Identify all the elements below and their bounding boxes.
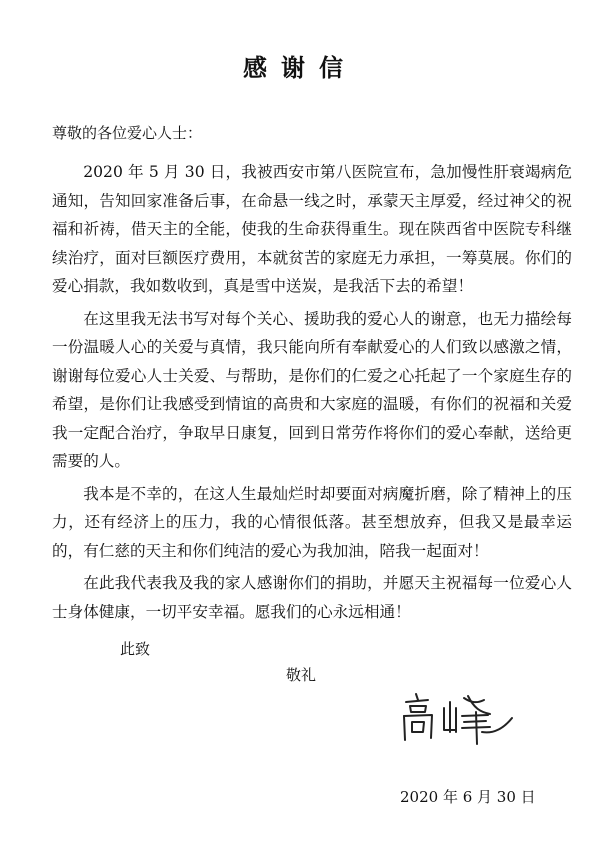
- salutation: 尊敬的各位爱心人士：: [52, 124, 203, 142]
- letter-title: 感谢信: [243, 54, 357, 82]
- paragraph-2: 在这里我无法书写对每个关心、援助我的爱心人的谢意，也无力描绘每一份温暖人心的关爱与真情，我只能向所有奉献爱心的人们致以感激之情，谢谢每位爱心人士关爱、与帮助，是你们的仁爱之心托起了一个家庭生存的希望，是你们让我感受到情谊的高贵和大家庭的温暖，有你们的祝福和关爱我一定配合治疗，争取早日康复，回到日常劳作将你们的爱心奉献，送给更需要的人。: [52, 309, 572, 470]
- closing-phrase: 此致: [120, 640, 151, 658]
- letter-date: 2020 年 6 月 30 日: [400, 788, 536, 806]
- paragraph-1: 2020 年 5 月 30 日，我被西安市第八医院宣布，急加慢性肝衰竭病危通知，告知回家准备后事，在命悬一线之时，承蒙天主厚爱，经过神父的祝福和祈祷，借天主的全能，使我的生命获得重生。现在陕西省中医院专科继续治疗，面对巨额医疗费用，本就贫苦的家庭无力承担，一筹莫展。你们的爱心捐款，我如数收到，真是雪中送炭，是我活下去的希望！: [52, 163, 572, 295]
- paragraph-4: 在此我代表我及我的家人感谢你们的捐助，并愿天主祝福每一位爱心人士身体健康，一切平安幸福。愿我们的心永远相通！: [52, 574, 572, 621]
- regards-phrase: 敬礼: [286, 666, 317, 684]
- paragraph-3: 我本是不幸的，在这人生最灿烂时却要面对病魔折磨，除了精神上的压力，还有经济上的压力，我的心情很低落。甚至想放弃，但我又是最幸运的，有仁慈的天主和你们纯洁的爱心为我加油，陪我一起面对！: [52, 484, 572, 560]
- letter-body: [52, 158, 572, 630]
- handwritten-signature: [398, 688, 518, 748]
